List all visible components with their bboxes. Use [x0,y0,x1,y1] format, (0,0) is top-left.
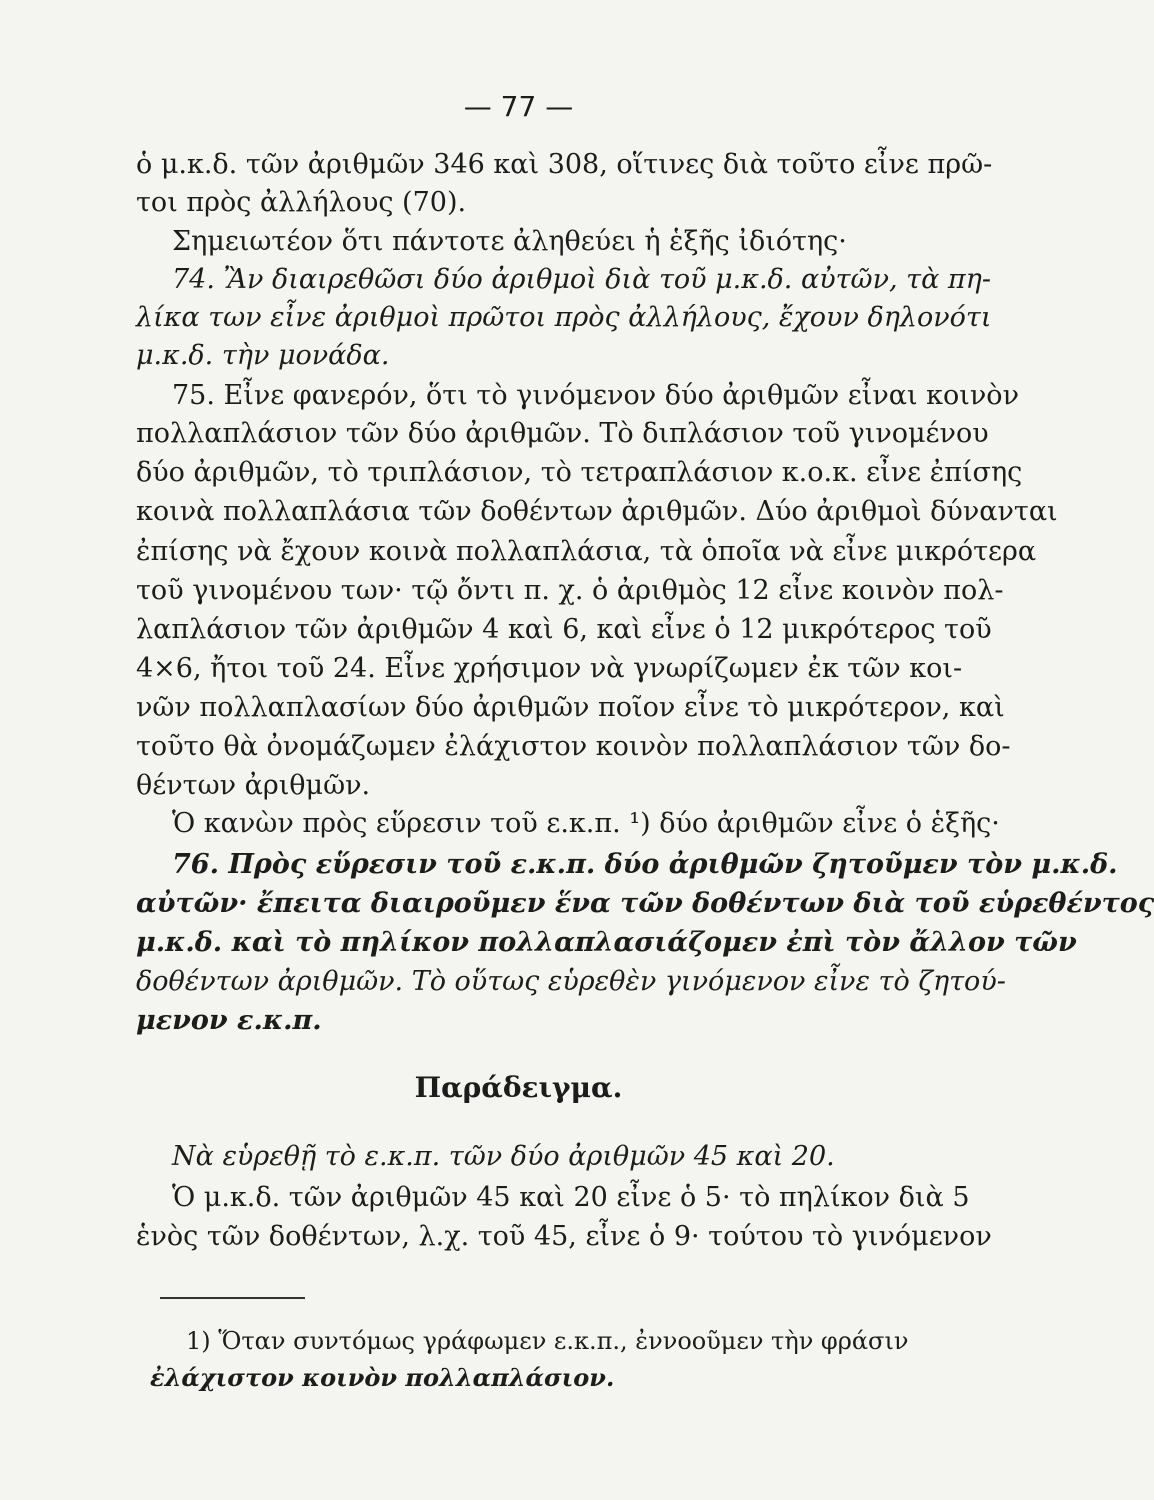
text-line: κοινὰ πολλαπλάσια τῶν δοθέντων ἀριθμῶν. Δύο ἀριθμοὶ δύνανται [136,496,1058,527]
text-line: 75. Εἶνε φανερόν, ὅτι τὸ γινόμενον δύο ἀριθμῶν εἶναι κοινὸν [172,380,1019,411]
text-line: Σημειωτέον ὅτι πάντοτε ἀληθεύει ἡ ἑξῆς ἰδιότης· [172,226,847,257]
text-line: Ὁ κανὼν πρὸς εὕρεσιν τοῦ ε.κ.π. ¹) δύο ἀριθμῶν εἶνε ὁ ἑξῆς· [172,808,1000,839]
rule-line: αὐτῶν· ἔπειτα διαιροῦμεν ἕνα τῶν δοθέντων διὰ τοῦ εὑρεθέντος [136,888,1154,919]
text-line: τοῦ γινομένου των· τῷ ὄντι π. χ. ὁ ἀριθμὸς 12 εἶνε κοινὸν πολ- [136,575,1004,606]
text-line: ὁ μ.κ.δ. τῶν ἀριθμῶν 346 καὶ 308, οἵτινες διὰ τοῦτο εἶνε πρῶ- [136,149,993,180]
rule-line: μενον ε.κ.π. [136,1005,322,1036]
example-line: Νὰ εὑρεθῇ τὸ ε.κ.π. τῶν δύο ἀριθμῶν 45 καὶ 20. [172,1141,835,1172]
text-line: δύο ἀριθμῶν, τὸ τριπλάσιον, τὸ τετραπλάσιον κ.ο.κ. εἶνε ἐπίσης [136,457,1023,488]
text-line: 4×6, ἤτοι τοῦ 24. Εἶνε χρήσιμον νὰ γνωρίζωμεν ἐκ τῶν κοι- [136,653,963,684]
rule-line: 76. Πρὸς εὕρεσιν τοῦ ε.κ.π. δύο ἀριθμῶν ζητοῦμεν τὸν μ.κ.δ. [172,849,1118,880]
footnote-divider [160,1297,305,1299]
rule-line: δοθέντων ἀριθμῶν. Τὸ οὕτως εὑρεθὲν γινόμενον εἶνε τὸ ζητού- [136,966,1006,997]
example-line: ἑνὸς τῶν δοθέντων, λ.χ. τοῦ 45, εἶνε ὁ 9· τούτου τὸ γινόμενον [136,1221,992,1252]
text-line: τοῦτο θὰ ὀνομάζωμεν ἐλάχιστον κοινὸν πολλαπλάσιον τῶν δο- [136,731,1011,762]
text-line: ἐπίσης νὰ ἔχουν κοινὰ πολλαπλάσια, τὰ ὁποῖα νὰ εἶνε μικρότερα [136,536,1037,567]
text-line: λαπλάσιον τῶν ἀριθμῶν 4 καὶ 6, καὶ εἶνε ὁ 12 μικρότερος τοῦ [136,614,992,645]
text-line: νῶν πολλαπλασίων δύο ἀριθμῶν ποῖον εἶνε τὸ μικρότερον, καὶ [136,692,1005,723]
text-line: τοι πρὸς ἀλλήλους (70). [136,187,467,218]
text-line: θέντων ἀριθμῶν. [136,770,371,801]
page-number: — 77 — [463,90,574,123]
rule-line: μ.κ.δ. καὶ τὸ πηλίκον πολλαπλασιάζομεν ἐπὶ τὸν ἄλλον τῶν [136,927,1077,958]
text-line: μ.κ.δ. τὴν μονάδα. [136,340,390,371]
footnote-line: 1) Ὅταν συντόμως γράφωμεν ε.κ.π., ἐννοοῦμεν τὴν φράσιν [186,1327,909,1355]
text-line: πολλαπλάσιον τῶν δύο ἀριθμῶν. Τὸ διπλάσιον τοῦ γινομένου [136,418,989,449]
example-line: Ὁ μ.κ.δ. τῶν ἀριθμῶν 45 καὶ 20 εἶνε ὁ 5· τὸ πηλίκον διὰ 5 [172,1182,970,1213]
text-line: 74. Ἂν διαιρεθῶσι δύο ἀριθμοὶ διὰ τοῦ μ.κ.δ. αὐτῶν, τὰ πη- [172,264,991,295]
section-heading: Παράδειγμα. [414,1071,623,1104]
text-line: λίκα των εἶνε ἀριθμοὶ πρῶτοι πρὸς ἀλλήλους, ἔχουν δηλονότι [136,302,992,333]
footnote-line: ἐλάχιστον κοινὸν πολλαπλάσιον. [150,1363,615,1392]
